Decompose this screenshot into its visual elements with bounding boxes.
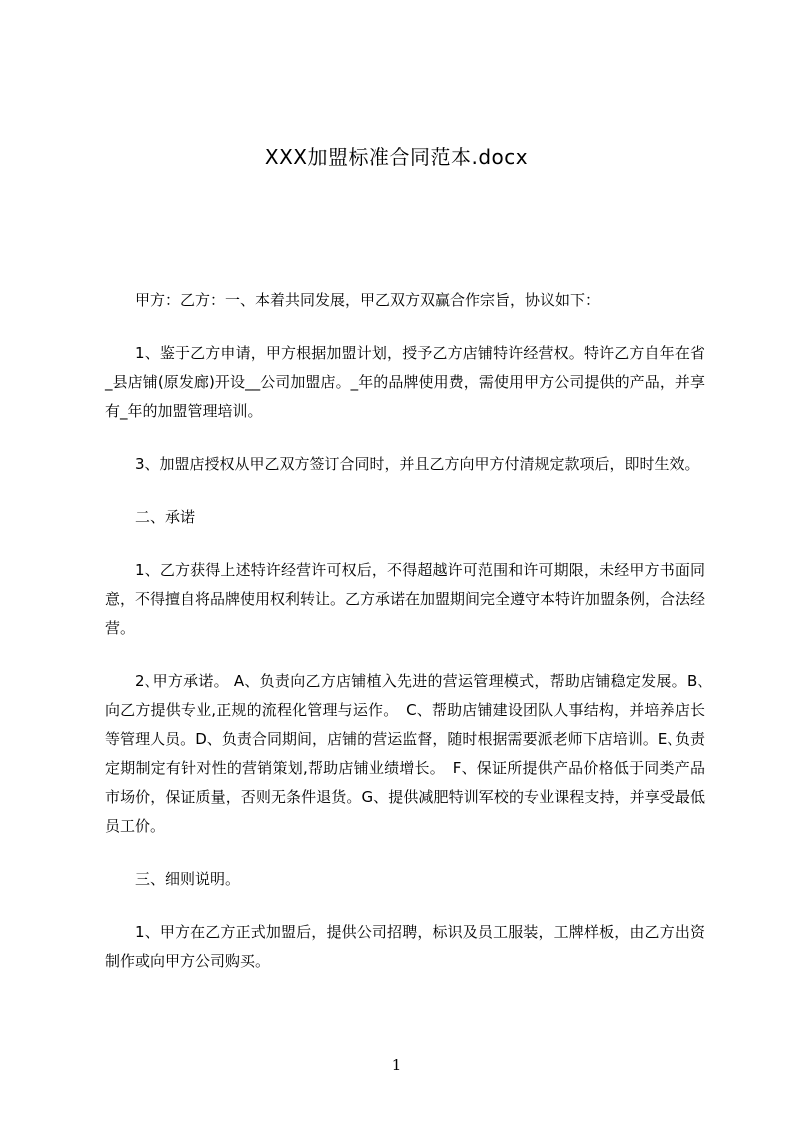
paragraph-details-1: 1、甲方在乙方正式加盟后，提供公司招聘，标识及员工服装，工牌样板，由乙方出资制作或向甲方公司购买。 xyxy=(105,923,705,970)
section-heading-details: 三、细则说明。 xyxy=(135,870,241,888)
document-title: XXX加盟标准合同范本.docx xyxy=(264,145,529,169)
paragraph-authorization: 3、加盟店授权从甲乙双方签订合同时，并且乙方向甲方付清规定款项后，即时生效。 xyxy=(135,455,700,473)
section-heading-commitment: 二、承诺 xyxy=(135,508,196,526)
paragraph-party-a-commitment: 2､甲方承诺。 A、负责向乙方店铺植入先进的营运管理模式，帮助店铺稳定发展。B､向乙方提供专业,正规的流程化管理与运作。 C、帮助店铺建设团队人事结构，并培养店长等管理人员。D、负责合同期间，店铺的营运监督，随时根据需要派老师下店培训。E､负责定期制定有针对性的营销策划,帮助店铺业绩增长。 F、保证所提供产品价格低于同类产品市场价，保证质量，否则无条件退货。G、提供减肥特训军校的专业课程支持，并享受最低员工价。 xyxy=(105,672,705,835)
page-number: 1 xyxy=(391,1056,402,1074)
paragraph-parties: 甲方：乙方：一、本着共同发展，甲乙双方双赢合作宗旨，协议如下： xyxy=(135,291,601,309)
paragraph-franchise-grant: 1、鉴于乙方申请，甲方根据加盟计划，授予乙方店铺特许经营权。特许乙方自年在省_县店铺(原发廊)开设__公司加盟店。_年的品牌使用费，需使用甲方公司提供的产品，并享有_年的加盟管理培训。 xyxy=(105,344,705,420)
paragraph-party-b-commitment: 1、乙方获得上述特许经营许可权后，不得超越许可范围和许可期限，未经甲方书面同意，不得擅自将品牌使用权利转让。乙方承诺在加盟期间完全遵守本特许加盟条例，合法经营。 xyxy=(105,561,706,637)
document-body xyxy=(105,286,705,1000)
